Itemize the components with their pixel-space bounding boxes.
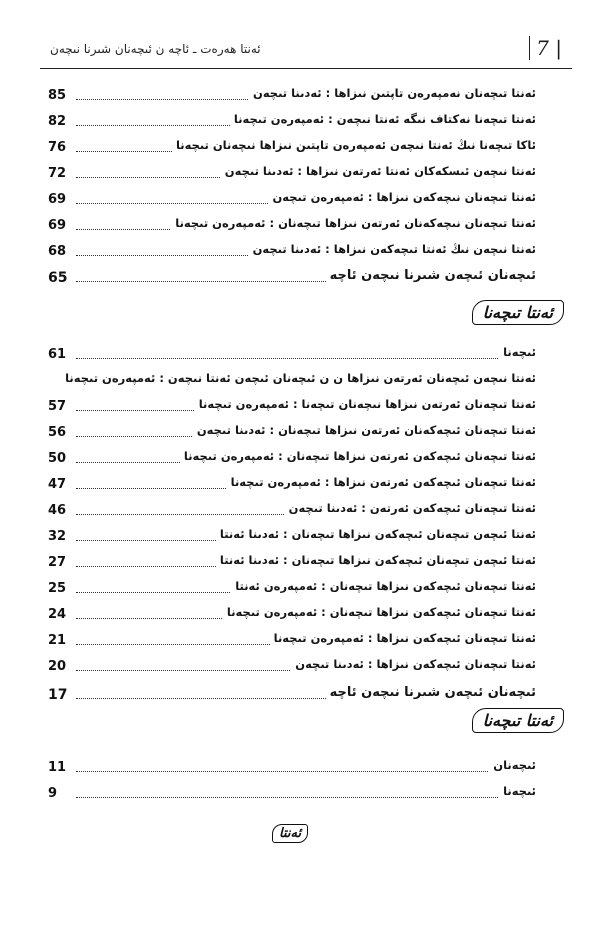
- section-ornament: ئەنتا تىچەنا: [472, 708, 564, 733]
- toc-page-number: 21: [48, 633, 67, 648]
- toc-page-number: 47: [48, 477, 67, 492]
- toc-entry[interactable]: [48, 527, 536, 549]
- toc-entry-title: ئەنتا تىچەنان ئىچەكەن نىزاھا تىچەنان : ئەمپەرەن ئەنتا: [231, 579, 536, 593]
- toc-entry[interactable]: [48, 423, 536, 445]
- toc-entry[interactable]: [48, 242, 536, 264]
- toc-entry-title: ئىچەنان ئىچەن شىرنا نىچەن ئاچە: [326, 685, 536, 700]
- toc-entry-title: ئەنتا تىچەنان نىچەكەنان ئەرتەن نىزاھا تىچەنان : ئەمپەرەن تىچەنا: [171, 216, 536, 230]
- toc-entry[interactable]: [48, 138, 536, 160]
- toc-page-number: 32: [48, 529, 67, 544]
- toc-entry[interactable]: [48, 784, 536, 806]
- toc-page-number: 25: [48, 581, 67, 596]
- toc-entry-title: ئەنتا تىچەنان نەمپەرەن تاپتىن نىزاھا : ئەدىنا تىچەن: [249, 86, 536, 100]
- toc-page-number: 24: [48, 607, 67, 622]
- toc-entry-title: ئەنتا نىچەن نىڭ ئەنتا تىچەكەن نىزاھا : ئەدىنا تىچەن: [249, 242, 536, 256]
- footer-ornament: ئەنتا: [272, 824, 308, 843]
- dot-leader: [76, 797, 536, 798]
- toc-page-number: 65: [48, 270, 68, 286]
- toc-entry[interactable]: [48, 345, 536, 367]
- toc-entry-title: ئاكا تىچەنا نىڭ ئەنتا نىچەن ئەمپەرەن تاپتىن نىزاھا نىچەنان تىچەنا: [172, 138, 536, 152]
- toc-entry-title: ئەنتا نىچەن ئىسكەكان ئەنتا ئەرتەن نىزاھا : ئەدىنا تىچەن: [221, 164, 536, 178]
- toc-entry[interactable]: [48, 579, 536, 601]
- toc-entry-title: ئىچەنان ئىچەن شىرنا نىچەن ئاچە: [326, 268, 536, 283]
- section-ornament: ئەنتا تىچەنا: [472, 300, 564, 325]
- toc-entry[interactable]: [48, 216, 536, 238]
- dot-leader: [76, 771, 536, 772]
- toc-entry-title: ئەنتا تىچەنان ئىچەكەن ئەرتەن نىزاھا تىچەنان : ئەمپەرەن تىچەنا: [180, 449, 536, 463]
- toc-page-number: 61: [48, 347, 67, 362]
- toc-page-number: 85: [48, 88, 67, 103]
- toc-page-number: 46: [48, 503, 67, 518]
- toc-entry[interactable]: [48, 631, 536, 653]
- toc-entry-title: ئىچەنان: [489, 758, 536, 772]
- toc-page-number: 72: [48, 166, 67, 181]
- toc-entry[interactable]: [48, 475, 536, 497]
- toc-entry-title: ئەنتا ئىچەن تىچەنان ئىچەكەن نىزاھا تىچەنان : ئەدىنا ئەنتا: [216, 527, 536, 541]
- toc-entry[interactable]: [48, 371, 536, 393]
- toc-entry[interactable]: [48, 657, 536, 679]
- page-number: 7 |: [536, 36, 562, 60]
- toc-entry-title: ئەنتا تىچەنان ئىچەكەن ئەرتەن : ئەدىنا تىچەن: [285, 501, 536, 515]
- dot-leader: [76, 358, 536, 359]
- toc-entry-title: ئەنتا ئىچەن تىچەنان ئىچەكەن نىزاھا تىچەنان : ئەدىنا ئەنتا: [216, 553, 536, 567]
- toc-page-number: 68: [48, 244, 67, 259]
- toc-entry-title: ئەنتا تىچەنان ئىچەكەنان ئەرتەن نىزاھا تىچەنان : ئەدىنا تىچەن: [193, 423, 536, 437]
- toc-page-number: 82: [48, 114, 67, 129]
- toc-entry-title: ئەنتا نىچەن ئىچەنان ئەرتەن نىزاھا ن ن ئىچەنان ئىچەن ئەنتا نىچەن : ئەمپەرەن تىچەنا: [61, 371, 536, 385]
- toc-entry[interactable]: [48, 553, 536, 575]
- page-header: [40, 30, 572, 69]
- header-separator: [529, 36, 531, 60]
- toc-page-number: 57: [48, 399, 67, 414]
- toc-entry[interactable]: [48, 397, 536, 419]
- running-title: ئەنتا ھەرەت ـ ئاچە ن ئىچەنان شىرنا نىچەن: [50, 42, 261, 56]
- toc-entry-title: ئەنتا تىچەنا نەكتاف نىگە ئەنتا نىچەن : ئەمپەرەن تىچەنا: [230, 112, 536, 126]
- toc-page-number: 56: [48, 425, 67, 440]
- toc-page-number: 11: [48, 760, 67, 775]
- toc-page-number: 69: [48, 218, 67, 233]
- toc-entry-title: ئىچەنا: [499, 784, 536, 798]
- toc-page-number: 50: [48, 451, 67, 466]
- toc-entry-title: ئىچەنا: [499, 345, 536, 359]
- toc-entry[interactable]: [48, 112, 536, 134]
- toc-entry-title: ئەنتا تىچەنان ئىچەكەن نىزاھا : ئەدىنا تىچەن: [291, 657, 536, 671]
- toc-entry[interactable]: [48, 164, 536, 186]
- toc-entry[interactable]: [48, 605, 536, 627]
- toc-entry-title: ئەنتا تىچەنان ئىچەكەن نىزاھا : ئەمپەرەن تىچەنا: [270, 631, 536, 645]
- toc-entry[interactable]: [48, 758, 536, 780]
- toc-entry-title: ئەنتا تىچەنان ئىچەكەن ئەرتەن نىزاھا : ئەمپەرەن تىچەنا: [227, 475, 536, 489]
- toc-entry-title: ئەنتا تىچەنان ئىچەكەن نىزاھا تىچەنان : ئەمپەرەن تىچەنا: [223, 605, 536, 619]
- toc-entry[interactable]: [48, 449, 536, 471]
- toc-section-heading[interactable]: [48, 685, 536, 707]
- toc-page-number: 76: [48, 140, 67, 155]
- toc-entry[interactable]: [48, 86, 536, 108]
- toc-page-number: 9: [48, 786, 58, 801]
- toc-entry[interactable]: [48, 501, 536, 523]
- toc-page-number: 17: [48, 687, 68, 703]
- toc-entry[interactable]: [48, 190, 536, 212]
- toc-page-number: 69: [48, 192, 67, 207]
- toc-page-number: 20: [48, 659, 67, 674]
- toc-entry-title: ئەنتا تىچەنان ئەرتەن نىزاھا نىچەنان تىچەنا : ئەمپەرەن تىچەنا: [195, 397, 536, 411]
- toc-section-heading[interactable]: [48, 268, 536, 290]
- toc-page-number: 27: [48, 555, 67, 570]
- toc-entry-title: ئەنتا تىچەنان نىچەكەن نىزاھا : ئەمپەرەن تىچەن: [268, 190, 536, 204]
